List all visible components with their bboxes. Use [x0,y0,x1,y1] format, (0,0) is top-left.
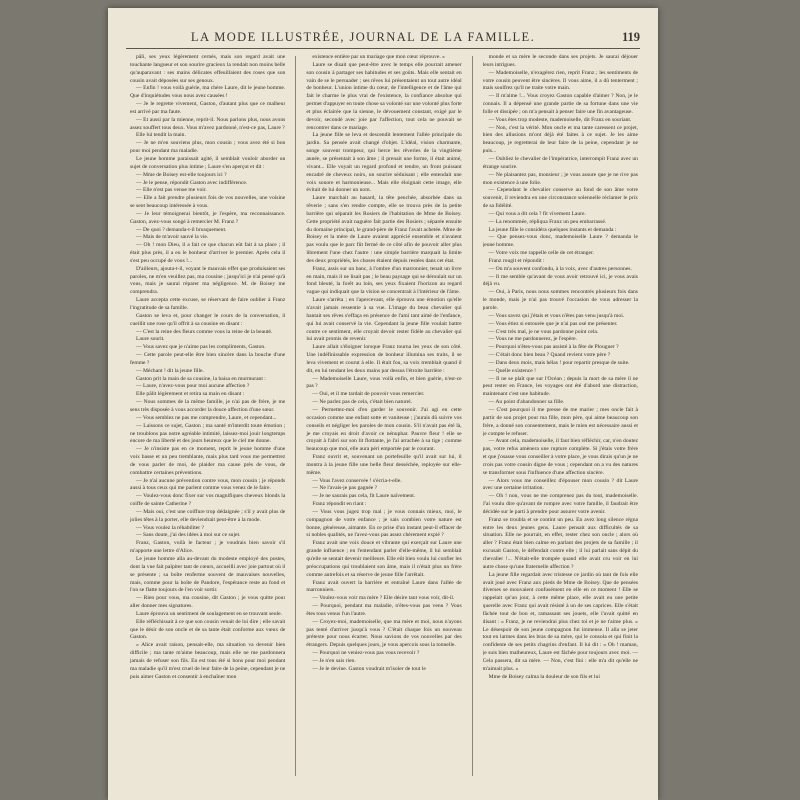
paragraph: — Oh ! non, vous ne me comprenez pas du tout, mademoiselle. J'ai voulu dire qu'avant de rompre avec votre famille, il faudrait être décidée sur le parti à prendre pour assurer votre avenir. [482,493,638,515]
paragraph: Franz, assis sur un banc, à l'ombre d'un marronnier, tenait un livre en main, mais il ne lisait pas ; le beau paysage qui se déroulait sur un fond bleuté, la forêt au loin, ses yeux fixaient l'horizon au regard vague qui indiquait que la vision se concentrait à l'intérieur de l'âme. [306,265,462,296]
paragraph: Laure marchait au hasard, la tête penchée, absorbée dans sa rêverie ; sans s'en rendre compte, elle se trouva près de la petite barrière qui séparait les Rosiers de l'habitation de Mme de Boisey. Cette propriété avait naguère fait partie des Rosiers ; séparée ensuite du domaine principal, le grand-père de Franz l'avait achetée. Mme de Boisey et la mère de Laure avaient apprécié ensemble et n'avaient pas voulu que le parc fût fermé de ce côté afin de pouvoir aller plus librement l'une chez l'autre : une simple barrière marquait la limite des deux propriétés, les choses étaient depuis restées dans cet état. [306,195,462,264]
newspaper-page [108,8,658,800]
text-column-right [483,54,638,778]
paragraph: — Je n'insiste pas en ce moment, reprit le jeune homme d'une voix basse et un peu tremblante, mais plus tard vous me permettrez de vous parler de moi, de plaider ma cause près de vous, de combattre certaines préventions. [130,446,286,476]
paragraph: — Vous savez que je n'aime pas les compliments, Gaston. [136,344,266,351]
paragraph: Laure se disait que peut-être avec le temps elle pourrait amener son cousin à partager ses habitudes et ses goûts. Mais elle sentait en vain de se le persuader ; ses rêves lui présentaient un tout autre idéal de bonheur. L'union intime du cœur, de l'intelligence et de l'âme qui fait le charme le plus vrai de l'existence, la confiance absolue qui permet d'appuyer en toute chose sa volonté sur une volonté plus forte et plus éclairée que la sienne, le dévouement constant, exigé par le devoir, secondé avec joie par l'affection, tout cela ne pouvait se rencontrer dans ce mariage. [306,61,462,131]
paragraph: — De quoi ? demanda-t-il brusquement. [136,226,227,233]
paragraph: — Dans deux mois, mais hélas ! pour repartir presque de suite. [488,359,630,366]
paragraph: — Pourquoi, pendant ma maladie, n'êtes-vous pas venu ? Vous êtes tous venus l'un l'autre. [306,603,462,617]
paragraph: Gaston se leva et, pour changer le cours de la conversation, il cueillit une rose qu'il offrit à sa cousine en disant : [130,312,286,327]
paragraph: — La renommée, répliqua Franz un peu embarrassé. [488,218,607,225]
paragraph: — Votre voix me rappelle celle de cet étranger. [488,250,594,257]
paragraph: — Je le devine. Gaston voudrait m'isoler de tout le [312,665,426,672]
paragraph: Gaston prit la main de sa cousine, la baisa en murmurant : [136,375,266,382]
paragraph: Franz se troubla et se contint un peu. En avez long silence régna entre les deux jeunes gens. Laure pensait aux difficultés de sa situation. Elle ne pourrait, en effet, rester chez son oncle ; alors où aller ? Franz était bien calme en parlant des projets de sa famille ; il excusait Gaston, le défendait contre elle ; il lui parlait sans dépit du chevalier !... N'était-elle trompée quand elle avait cru voir en lui autre chose qu'une fraternelle affection ? [482,516,638,570]
running-title: LA MODE ILLUSTRÉE, JOURNAL DE LA FAMILLE. [190,30,536,44]
paragraph: — Mme de Boisey est-elle toujours ici ? [136,171,227,178]
paragraph: — Nous sommes de la même famille, je n'ai pas de frère, je me sens très disposée à vous accorder la douce affection d'une sœur. [130,399,286,413]
paragraph: Franz ouvrit et, souvenant un portefeuille qu'il avait sur lui, il montra à la jeune fille une belle fleur desséchée, reployée sur elle-même. [306,454,462,476]
paragraph: — C'est la reine des fleurs comme vous la reine de la beauté. [136,328,273,335]
paragraph: Franz avait une voix douce et vibrante qui exerçait sur Laure une grande influence ; en l'entendant parler d'elle-même, il lui semblait qu'elle se sentait devenir meilleure. Elle eût bien voulu lui confier les préoccupations qui troublaient son âme, mais il n'était plus un frère comme autrefois et sa réserve de jeune fille l'arrêtait. [306,540,462,578]
text-columns [130,54,638,778]
paragraph: Mme de Boisey calma la douleur de son fils et lui [488,673,600,680]
paragraph: Le jeune homme paraissait agité, il semblait vouloir aborder un sujet de conversation plus intime ; Laure s'en aperçut et dit : [130,155,286,170]
paragraph: — C'était donc bien beau ? Quand revient votre père ? [488,352,611,359]
paragraph: — Oui, à Paris, nous nous sommes rencontrés plusieurs fois dans le monde, mais je n'ai pas trouvé l'occasion de vous adresser la parole. [482,289,638,311]
paragraph: monde et sa mère le seconde dans ses projets. Je saurai déjouer leurs intrigues. [482,54,638,68]
paragraph: — Je leur témoignerai bientôt, je l'espère, ma reconnaissance. Gaston, avez-vous songé à remercier M. Franz ? [130,210,286,225]
paragraph: Laure allait s'éloigner lorsque Franz tourna les yeux de son côté. Une indéfinissable expression de bonheur illumina ses traits, il se leva vivement et courut à elle. Il était fou, sa voix tremblait quand il dit, en lui tendant les deux mains par dessus l'étroite barrière : [306,344,462,374]
paragraph: Elle pâlit légèrement et retira sa main en disant : [136,391,245,398]
paragraph: — Ne parlez pas de cela, c'était bien naturel. [312,399,413,406]
text-column-middle [306,54,461,778]
paragraph: — Vous savez qui j'étais et vous n'êtes pas venu jusqu'à moi. [488,312,625,319]
paragraph: — Pourquoi ne veniez-vous pas vous recevoir ? [312,650,420,657]
paragraph: — Je n'ai aucune prévention contre vous, mon cousin ; je réponds aussi à tous ceux qui me parlent comme vous venez de le faire. [130,477,286,492]
paragraph: existence entière par un mariage que mon cœur réprouve. » [312,54,445,60]
paragraph: — Vous êtes trop modeste, mademoiselle, dit Franz en souriant. [488,116,632,123]
text-column-left [130,54,285,778]
paragraph: — Avant cela, mademoiselle, il faut bien réfléchir, car, n'en doutez pas, votre refus amènera une rupture complète. Si j'étais votre frère et que j'osasse vous conseiller à votre place, je vous dirais qu'un je ne crois pas votre cousin digne de vous ; cependant on a vu des natures se transformer sous l'influence d'une affection sincère. [482,438,638,476]
paragraph: — Pourquoi n'êtes-vous pas assisté à la fête de Plouguer ? [488,344,619,351]
paragraph: — Sans doute, j'ai des idées à moi sur ce sujet. [136,532,241,539]
paragraph: — Quelle existence ! [488,367,537,374]
paragraph: « Alice avait raison, pensait-elle, ma situation va devenir bien difficile ; ma tante m'aime beaucoup, mais elle ne me pardonnera jamais de refuser son fils. En est tous été si bons pour moi pendant ma maladie qu'il m'est cruel de leur faire de la peine, cependant je ne puis aimer Gaston et consentir à enchaîner mon [130,642,286,680]
page-number: 119 [621,30,640,44]
paragraph: — Oubliez le chevalier de l'impératrice, interrompit Franz avec un étrange sourire. [482,155,638,170]
paragraph: — Mademoiselle, n'exagérez rien, reprit Franz ; les sentiments de votre cousin peuvent être sincères. Il vous aime, il a dû tenterment ; mais soulfrez qu'il ne traite votre main. [482,69,638,92]
paragraph: — Il me semble qu'avant de vous avoir retrouvé ici, je vous avais déjà vu. [482,273,638,288]
paragraph: — Il ne se plaît que sur l'Océan ; depuis la mort de sa mère il ne peut rester en France, les voyages ont été d'abord une distraction, maintenant c'est une habitude. [482,375,638,398]
paragraph: — Elle n'est pas venue me voir. [136,187,207,194]
paragraph: — Rien pour vous, ma cousine, dit Gaston ; je vous quitte pour aller donner mes signatures. [130,595,286,610]
paragraph: La jeune fille se leva et descendit lentement l'allée principale du jardin. Sa pensée avait changé d'objet. L'idéal, vision charmante, songe souvent trompeur, qui berce les rêveries de la vingtième année, se présentait à son âme ; il prenait une forme, il était animé, vivant... Elle voyait un regard profond et tendre, un front puissant encadré de cheveux noirs, un sourire séduisant ; elle entendait une voix sonore et harmonieuse... Mais elle éloignait cette image, elle évitait de lui donner un nom. [306,132,462,194]
paragraph: — Alors vous me conseillez d'épouser mon cousin ? dit Laure avec une certaine irritation. [482,477,638,492]
paragraph: — Vous semblez ne pas me comprendre, Laure, et cependant... [136,414,277,421]
paragraph: — Non, c'est la vérité. Mon oncle et ma tante caressent ce projet, bien des allusions m'ont déjà été faites à ce sujet. Je les aime beaucoup, je regretterai de leur faire de la peine, cependant je ne puis... [482,124,638,155]
paragraph: — Elle a fait prendre plusieurs fois de vos nouvelles, une voisine se sent beaucoup intéressée à vous. [130,195,286,210]
paragraph: — Mais oui, c'est une coiffure trop dédaignée ; s'il y avait plus de jolies têtes à la porter, elle deviendrait peut-être à la mode. [130,508,286,523]
paragraph: — Cette parole peut-elle être bien sincère dans la bouche d'une femme ? [130,352,286,366]
paragraph: — Au point d'abandonner sa fille. [488,399,565,406]
paragraph: — Il m'aime !... Vous croyez Gaston capable d'aimer ? Non, je le connais. Il a dépensé une grande partie de sa fortune dans une vie folle et dissipée ; on m'a pensait à penser faire une fin avantageuse. [482,93,638,115]
paragraph: — Vous étiez si entourée que je n'ai pas osé me présenter. [488,320,618,327]
paragraph: — Cependant le chevalier conserve au fond de son âme votre souvenir, il reviendra en une circonstance solennelle réclamer le prix de sa fidélité. [482,187,638,210]
paragraph: — C'est pourquoi il me presse de me marier ; mes oncle fait à partir de son projet pour ma fille, mon père, qui aime beaucoup son frère, a donné son consentement, mais le mien est nécessaire aussi et je compte le refuser. [482,406,638,437]
paragraph: — Oui, et il me tardait de pouvoir vous remercier. [312,391,425,398]
paragraph: — Je ne saurais pas cela, fit Laure naïvement. [312,493,416,500]
paragraph: — Voulez-vous donc fixer sur vos magnifiques cheveux blonds la coiffe de sainte Catherine ? [130,493,286,508]
paragraph: — Je n'en sais rien. [312,657,356,664]
paragraph: — Voulez-vous voir ma mère ? Elle désire tant vous voir, dit-il. [312,595,455,602]
paragraph: — C'est très mal, je ne vous pardonne point cela. [488,328,599,335]
paragraph: — Ne plaisantez pas, monsieur ; je vous assure que je ne rive pas mon existence à une folie. [482,171,638,186]
paragraph: La jeune fille le considéra quelques instants et demanda : [488,226,617,233]
paragraph: — Je le pense, répondit Gaston avec indifférence. [136,179,248,186]
paragraph: Franz avait ouvert la barrière et entraîné Laure dans l'allée de marronniers. [306,579,462,594]
paragraph: — Permettez-moi d'en garder le souvenir. J'ai agi en cette occasion comme une enfant sotte et vaniteuse ; j'aurais dû suivre vos conseils et négliger les paroles de mon cousin. S'il n'avait pas été là, je me croyais en droit d'avoir ce nénuphar. Pauvre fleur ! elle se croyait à l'abri sur son lit flottante, je l'ai arrachée à sa tige ; comme beaucoup que moi, elle aura péri emportée par le courant. [306,406,462,453]
paragraph: — Oh ! mon Dieu, il a fait ce que chacun eût fait à sa place ; il était plus près, il a eu le bonheur d'arriver le premier. Après cela il s'est peu occupé de vous !... [130,242,286,264]
paragraph: — Mademoiselle Laure, vous voilà enfin, et bien guérie, n'est-ce pas ? [306,375,462,390]
paragraph: — Vous vous jugez trop mal ; je vous connais mieux, moi, le compagnon de votre enfance ; je sais combien votre nature est bonne, généreuse, aimante. En ce prise d'un instant peut-il effacer de si nobles qualités, ne l'avez-vous pas assez chèrement expié ? [306,508,462,539]
paragraph: pâli, ses yeux légèrement cernés, mais son regard avait une touchante langueur et son sourire gracieux la rendait non moins belle qu'auparavant : ses mains délicates effeuillaient des roses que son cousin avait déposées sur ses genoux. [130,54,286,84]
paragraph: La jeune fille regardait avec tristesse ce jardin où tant de fois elle avait joué avec Franz aux pieds de Mme de Boisey. Que de pensées diverses se mouvaient confusément en elle en ce moment ! Elle se rappelait qu'un jour, à cette même place, elle avait eu une petite querelle avec Franz qui avait résisté à un de ses caprices. Elle s'était fâchée tout de bon et, ramassant ses jouets, elle l'avait quitté en disant : « Franz, je ne reviendrai plus chez toi et je ne t'aime plus. » Le désespoir de son jeune compagnon fut immense. Il alla se jeter tout en larmes dans les bras de sa mère, qui le consola et qui finit la confidente de ses petits chagrins d'enfant. Il lui dit : « Oh ! maman, je suis bien malheureux, Laure est fâchée pour toujours avec moi. — Cela passera, dit sa mère. — Non, c'est fini : elle m'a dit qu'elle ne m'aimait plus. » [482,571,638,672]
paragraph: — Vous voulez la réhabiliter ? [136,524,204,531]
column-divider [295,56,296,776]
paragraph: — Que pensez-vous donc, mademoiselle Laure ? demanda le jeune homme. [482,234,638,249]
paragraph: Elle lui tendit la main. [136,132,186,139]
paragraph: — Enfin ! vous voilà guérie, ma chère Laure, dit le jeune homme. Que d'inquiétudes vous nous avez causées ! [130,85,286,100]
paragraph: Elle réfléchissait à ce que son cousin venait de lui dire ; elle savait que le désir de son oncle et de sa tante était conforme aux vœux de Gaston. [130,618,286,641]
paragraph: — Vous ne me pardonnerez, je l'espère. [488,336,578,343]
paragraph: — Laissons ce sujet, Gaston ; ma santé m'interdit toute émotion ; ne troublons pas notre agréable intimité, laissez-moi jouir longtemps encore de ma liberté et des jours heureux que le ciel me donne. [130,422,286,445]
column-divider [472,56,473,776]
paragraph: Laure accepta cette excuse, se réservant de faire oublier à Franz l'ingratitude de sa famille. [130,297,286,311]
paragraph: Franz rougit et répondit : [488,257,545,264]
paragraph: — Qui vous a dit cela ? fit vivement Laure. [488,210,586,217]
paragraph: Franz répondit en riant : [312,501,367,508]
paragraph: — On m'a souvent confondu, à la voix, avec d'autres personnes. [488,265,632,272]
paragraph: — Ne l'avais-je pas gagnée ? [312,485,378,492]
paragraph: Laure sourit. [136,336,165,343]
paragraph: — Vous l'avez conservée ! s'écria-t-elle. [312,477,402,484]
paragraph: Laure s'arrêta ; en l'apercevant, elle éprouva une émotion qu'elle n'avait jamais ressentie à sa vue. L'image du beau chevalier qui hantait ses rêves s'effaça en présence de l'ami tant aimé de l'enfance, qui lui avait conservé la vie. Cependant la jeune fille voulait battre contre ce sentiment, elle croyait devoir rester fidèle au chevalier qui lui avait promis de revenir. [306,297,462,343]
paragraph: — Méchant ! dit la jeune fille. [136,367,204,374]
paragraph: — Laure, n'avez-vous pour moi aucune affection ? [136,383,250,390]
paragraph: — Je le regrette vivement, Gaston, d'autant plus que ce malheur est arrivé par ma faute. [130,101,286,115]
paragraph: Laure éprouva un sentiment de soulagement en se trouvant seule. [136,610,283,617]
paragraph: — Je ne m'en souviens plus, mon cousin ; vous avez été si bon pour moi pendant ma maladie. [130,140,286,155]
paragraph: — Et aussi par la mienne, reprit-il. Nous parlons plus, nous avons assez souffert tous deux. Vous m'avez pardonné, n'est-ce pas, Laure ? [130,116,286,131]
paragraph: Franz, Gaston, voilà le facteur ; je voudrais bien savoir s'il m'apporte une lettre d'Alice. [130,540,286,555]
paragraph: — Croyez-moi, mademoiselle, que ma mère et moi, nous n'ayons pas tenté d'arriver jusqu'à vous ? C'était chaque fois un nouveau prétexte pour nous écarter. Nous savions de vos nouvelles par des étrangers. Depuis quelques jours, je vous apercois sous la tonnelle. [306,618,462,649]
paragraph: D'ailleurs, ajouta-t-il, voyant le mauvais effet que produisaient ses paroles, ne m'en veuillez pas, ma cousine ; jusqu'ici je n'ai pensé qu'à vous, mais je saurai réparer ma négligence. M. de Boisey me comprendra. [130,265,286,296]
header-rule [126,48,640,49]
paragraph: — Mais de m'avoir sauvé la vie. [136,234,209,241]
paragraph: Le jeune homme alla au-devant du modeste employé des postes, dont la vue fait palpiter tant de cœurs, accueilli avec joie partout où il se présente ; sa boîte renferme souvent de mauvaises nouvelles, mais, comme pour la boîte de Pandore, l'espérance reste au fond et l'on se flatte toujours de l'en voir sortir. [130,556,286,594]
